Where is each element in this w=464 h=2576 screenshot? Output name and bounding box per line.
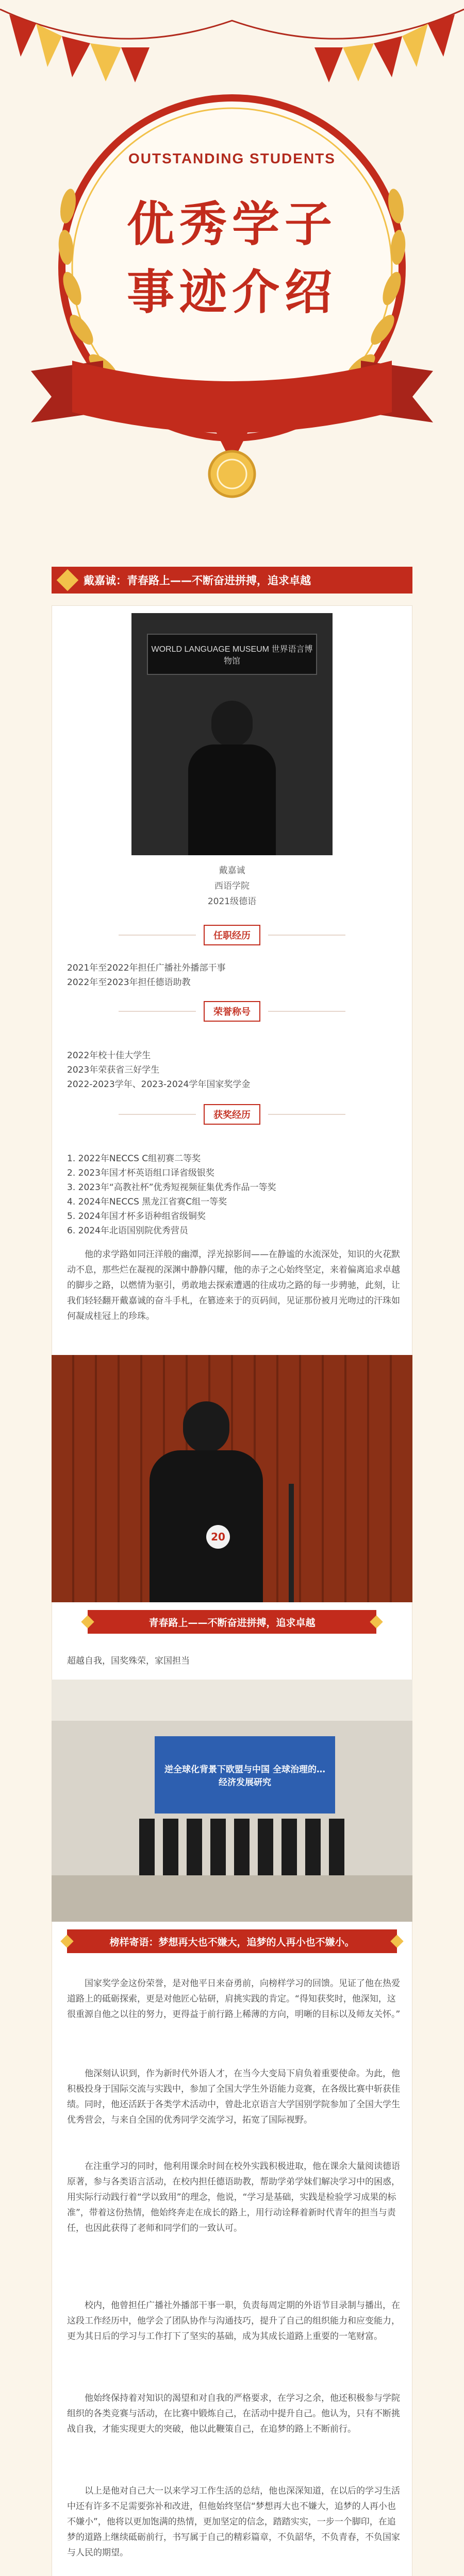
- paragraph: 在注重学习的同时，他利用课余时间在校外实践积极进取，他在课余大量阅读德语原著，参与各类语言活动，在校内担任德语助教，帮助学弟学妹们解决学习中的困惑，用实际行动践行着“学以致用”的理念，他说，“学习是基础，实践是检验学习成果的标准”，带着这份热情，他始终奔走在成长的路上，用行动诠释着新时代青年的担当与责任，也因此获得了老师和同学们的一致认可。: [67, 2161, 400, 2233]
- divider-line: [268, 935, 345, 936]
- microphone-stand: [289, 1484, 294, 1602]
- divider-line: [119, 935, 196, 936]
- desk-row: [52, 1875, 412, 1922]
- contestant-number-badge: 20: [206, 1525, 230, 1549]
- divider-line: [119, 1011, 196, 1012]
- paragraph: 以上是他对自己大一以来学习工作生活的总结，他也深深知道，在以后的学习生活中还有许多不足需要弥补和改进，但他始终坚信“梦想再大也不嫌大，追梦的人再小也不嫌小”，他将以更加饱满的热情，更加坚定的信念，踏踏实实，一步一个脚印，在追梦的道路上继续砥砺前行，书写属于自己的精彩篇章，不负韶华，不负青春，不负国家与人民的期望。: [67, 2486, 400, 2558]
- list-item: 4. 2024年NECCS 黑龙江省赛C组一等奖: [67, 1197, 227, 1207]
- photo-wall-sign: WORLD LANGUAGE MUSEUM 世界语言博物馆: [147, 634, 317, 675]
- profile-photo: [131, 613, 333, 855]
- hero-banner: [0, 0, 464, 526]
- hero-title: [0, 191, 464, 327]
- list-item: 2022年至2023年担任德语助教: [67, 977, 191, 988]
- list-item: 1. 2022年NECCS C组初赛二等奖: [67, 1154, 201, 1164]
- hero-title-line2: 事迹介绍: [126, 265, 337, 320]
- list-item: 5. 2024年国才杯多语种组省级铜奖: [67, 1211, 206, 1222]
- list-item: 2022-2023学年、2023-2024学年国家奖学金: [67, 1079, 251, 1090]
- student-grade: 2021级德语: [207, 896, 257, 907]
- paragraph: 他深刻认识到，作为新时代外语人才，在当今大变局下肩负着重要使命。为此，他积极投身于国际交流与实践中，参加了全国大学生外语能力竞赛，在各级比赛中斩获佳绩。同时，他还活跃于各类学术活动中，曾赴北京语言大学国别学院参加了全国大学生优秀营会，与来自全国的优秀同学交流学习，拓宽了国际视野。: [67, 2069, 400, 2125]
- paragraph: 校内，他曾担任广播社外播部干事一职，负责每周定期的外语节目录制与播出，在这段工作经历中，他学会了团队协作与沟通技巧，提升了自己的组织能力和应变能力，更为其日后的学习与工作打下了坚实的基础，成为其成长道路上重要的一笔财富。: [67, 2300, 400, 2342]
- honors-list: [67, 1048, 402, 1092]
- ceiling: [52, 1680, 412, 1721]
- paragraph: 国家奖学金这份荣誉，是对他平日来奋勇前，向榜样学习的回馈。见证了他在热爱道路上的砥砺探索，更是对他匠心钻研，肩挑实践的肯定。“得知获奖时，他深知，这很重源自他之以往的努力，更得益于前行路上稀薄的方向，明晰的目标以及师友关怀。”: [67, 1978, 401, 2020]
- list-item: 3. 2023年“高教社杯”优秀短视频征集优秀作品一等奖: [67, 1182, 276, 1193]
- student-name: 戴嘉诚: [219, 866, 245, 876]
- person-head: [211, 701, 253, 747]
- list-item: 2. 2023年国才杯英语组口译省级银奖: [67, 1168, 214, 1178]
- list-item: 2023年荣获省三好学生: [67, 1065, 160, 1075]
- section-title-bar: [52, 567, 412, 594]
- list-item: 2021年至2022年担任广播社外播部干事: [67, 963, 226, 973]
- motto-caption: 榜样寄语：梦想再大也不嫌大，追梦的人再小也不嫌小。: [67, 1929, 397, 1953]
- diamond-icon: [57, 569, 78, 591]
- profile-info: [52, 863, 412, 909]
- speech-photo: [52, 1355, 412, 1602]
- hero-title-line1: 优秀学子: [126, 197, 337, 252]
- speaker-suit: [150, 1450, 263, 1602]
- honors-heading: 荣誉称号: [204, 1001, 260, 1022]
- awards-heading: 获奖经历: [204, 1104, 260, 1125]
- group-of-people: [139, 1819, 345, 1875]
- positions-heading: 任职经历: [204, 925, 260, 945]
- divider-line: [268, 1114, 345, 1115]
- student-college: 西语学院: [214, 881, 250, 891]
- divider-line: [268, 1011, 345, 1012]
- awards-list: [67, 1151, 402, 1238]
- list-item: 2022年校十佳大学生: [67, 1050, 151, 1061]
- presentation-screen: 逆全球化背景下欧盟与中国 全球治理的… 经济发展研究: [155, 1736, 335, 1814]
- list-item: 6. 2024年北语国别院优秀营员: [67, 1226, 188, 1236]
- speech-caption: 青春路上——不断奋进拼搏，追求卓越: [88, 1610, 376, 1634]
- section-title: 戴嘉诚：青春路上——不断奋进拼搏，追求卓越: [84, 574, 311, 587]
- divider-line: [119, 1114, 196, 1115]
- intro-paragraph: 他的求学路如同汪洋般的幽潭，浮光掠影间——在静谧的水流深处，知识的火花默动不息，那些烂在凝视的深渊中静静闪耀，他的赤子之心始终坚定，来着偏离追求卓越的脚步之路，以燃情为驱引，勇敢地去探索遭遇的往成功之路的每一步骋驰，此刻，让我们轻轻翻开戴嘉诚的奋斗手札，在篡迹来于的页码间，见证那份被月光吻过的汗珠如何凝成桂冠上的珍珠。: [67, 1249, 400, 1321]
- hero-english-title: OUTSTANDING STUDENTS: [128, 150, 336, 166]
- paragraph: 他始终保持着对知识的渴望和对自我的严格要求，在学习之余，他还积极参与学院组织的各类竞赛与活动，在比赛中锻炼自己，在活动中提升自己。他认为，只有不断挑战自我，才能实现更大的突破，他以此鞭策自己，在追梦的路上不断前行。: [67, 2393, 400, 2434]
- positions-list: [67, 961, 402, 990]
- person-body: [188, 744, 276, 855]
- speaker-head: [183, 1401, 229, 1453]
- subtitle-2: 超越自我，国奖殊荣，家国担当: [67, 1656, 190, 1666]
- group-photo: [52, 1680, 412, 1922]
